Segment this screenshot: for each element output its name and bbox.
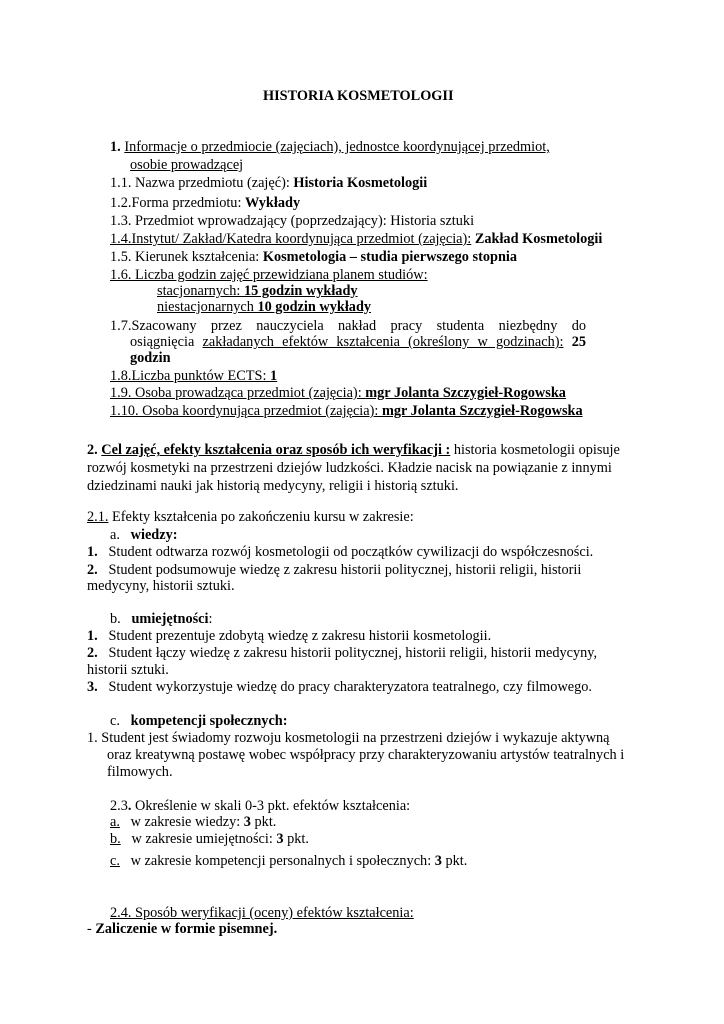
scale-wiedza: a. w zakresie wiedzy: 3 pkt. — [110, 814, 277, 830]
item-1-6-stacjonarne: stacjonarnych: 15 godzin wykłady — [157, 283, 358, 299]
umiejetnosci-item-3: 3. Student wykorzystuje wiedzę do pracy charakteryzatora teatralnego, czy filmowego. — [87, 679, 592, 695]
section-1-heading-cont: osobie prowadzącej — [130, 157, 244, 173]
item-1-7-cont2: godzin — [130, 350, 171, 366]
wiedza-item-2-cont: medycyny, historii sztuki. — [87, 578, 235, 594]
umiejetnosci-item-2-cont: historii sztuki. — [87, 662, 169, 678]
item-1-7-cont: osiągnięcia zakładanych efektów kształcenia (określony w godzinach): 25 — [130, 334, 586, 350]
item-1-6: 1.6. Liczba godzin zajęć przewidziana planem studiów: — [110, 267, 428, 283]
item-1-10: 1.10. Osoba koordynująca przedmiot (zajęcia): mgr Jolanta Szczygieł-Rogowska — [110, 403, 583, 419]
umiejetnosci-heading: b. umiejętności: — [110, 611, 213, 627]
item-1-4: 1.4.Instytut/ Zakład/Katedra koordynująca przedmiot (zajęcia): Zakład Kosmetologii — [110, 231, 603, 247]
verification-method: - Zaliczenie w formie pisemnej. — [87, 921, 278, 937]
wiedza-item-1: 1. Student odtwarza rozwój kosmetologii od początków cywilizacji do współczesności. — [87, 544, 594, 560]
section-2-1-heading: 2.1. Efekty kształcenia po zakończeniu kursu w zakresie: — [87, 509, 414, 525]
section-2-4-heading: 2.4. Sposób weryfikacji (oceny) efektów kształcenia: — [110, 905, 414, 921]
kompetencje-item-1-cont2: filmowych. — [107, 764, 173, 780]
umiejetnosci-item-2: 2. Student łączy wiedzę z zakresu historii politycznej, historii religii, historii medycyny, — [87, 645, 598, 661]
section-1-heading: 1. Informacje o przedmiocie (zajęciach), jednostce koordynującej przedmiot, — [110, 139, 550, 155]
item-1-5: 1.5. Kierunek kształcenia: Kosmetologia – studia pierwszego stopnia — [110, 249, 518, 265]
scale-umiejetnosci: b. w zakresie umiejętności: 3 pkt. — [110, 831, 309, 847]
section-2-text: rozwój kosmetyki na przestrzeni dziejów ludzkości. Kładzie nacisk na powiązanie z innymi — [87, 460, 612, 476]
kompetencje-heading: c. kompetencji społecznych: — [110, 713, 288, 729]
item-1-3: 1.3. Przedmiot wprowadzający (poprzedzający): Historia sztuki — [110, 213, 475, 229]
item-1-6-niestacjonarne: niestacjonarnych 10 godzin wykłady — [157, 299, 372, 315]
wiedza-heading: a. wiedzy: — [110, 527, 178, 543]
umiejetnosci-item-1: 1. Student prezentuje zdobytą wiedzę z zakresu historii kosmetologii. — [87, 628, 492, 644]
section-2-heading: 2. Cel zajęć, efekty kształcenia oraz sposób ich weryfikacji : historia kosmetologii opisuje — [87, 442, 620, 458]
scale-kompetencje: c. w zakresie kompetencji personalnych i społecznych: 3 pkt. — [110, 853, 468, 869]
wiedza-item-2: 2. Student podsumowuje wiedzę z zakresu historii politycznej, historii religii, historii — [87, 562, 582, 578]
section-2-text-cont: dziedzinami nauki jak historią medycyny, religii i historią sztuki. — [87, 478, 459, 494]
item-1-8: 1.8.Liczba punktów ECTS: 1 — [110, 368, 278, 384]
item-1-7: 1.7.Szacowany przez nauczyciela nakład pracy studenta niezbędny do — [110, 318, 586, 334]
section-2-3-heading: 2.3. Określenie w skali 0-3 pkt. efektów kształcenia: — [110, 798, 411, 814]
item-1-2: 1.2.Forma przedmiotu: Wykłady — [110, 195, 301, 211]
item-1-9: 1.9. Osoba prowadząca przedmiot (zajęcia): mgr Jolanta Szczygieł-Rogowska — [110, 385, 566, 401]
page-title: HISTORIA KOSMETOLOGII — [263, 88, 454, 104]
kompetencje-item-1-cont: oraz kreatywną postawę wobec współpracy przy charakteryzowaniu artystów teatralnych i — [107, 747, 625, 763]
kompetencje-item-1: 1. Student jest świadomy rozwoju kosmetologii na przestrzeni dziejów i wykazuje aktywną — [87, 730, 610, 746]
item-1-1: 1.1. Nazwa przedmiotu (zajęć): Historia Kosmetologii — [110, 175, 428, 191]
